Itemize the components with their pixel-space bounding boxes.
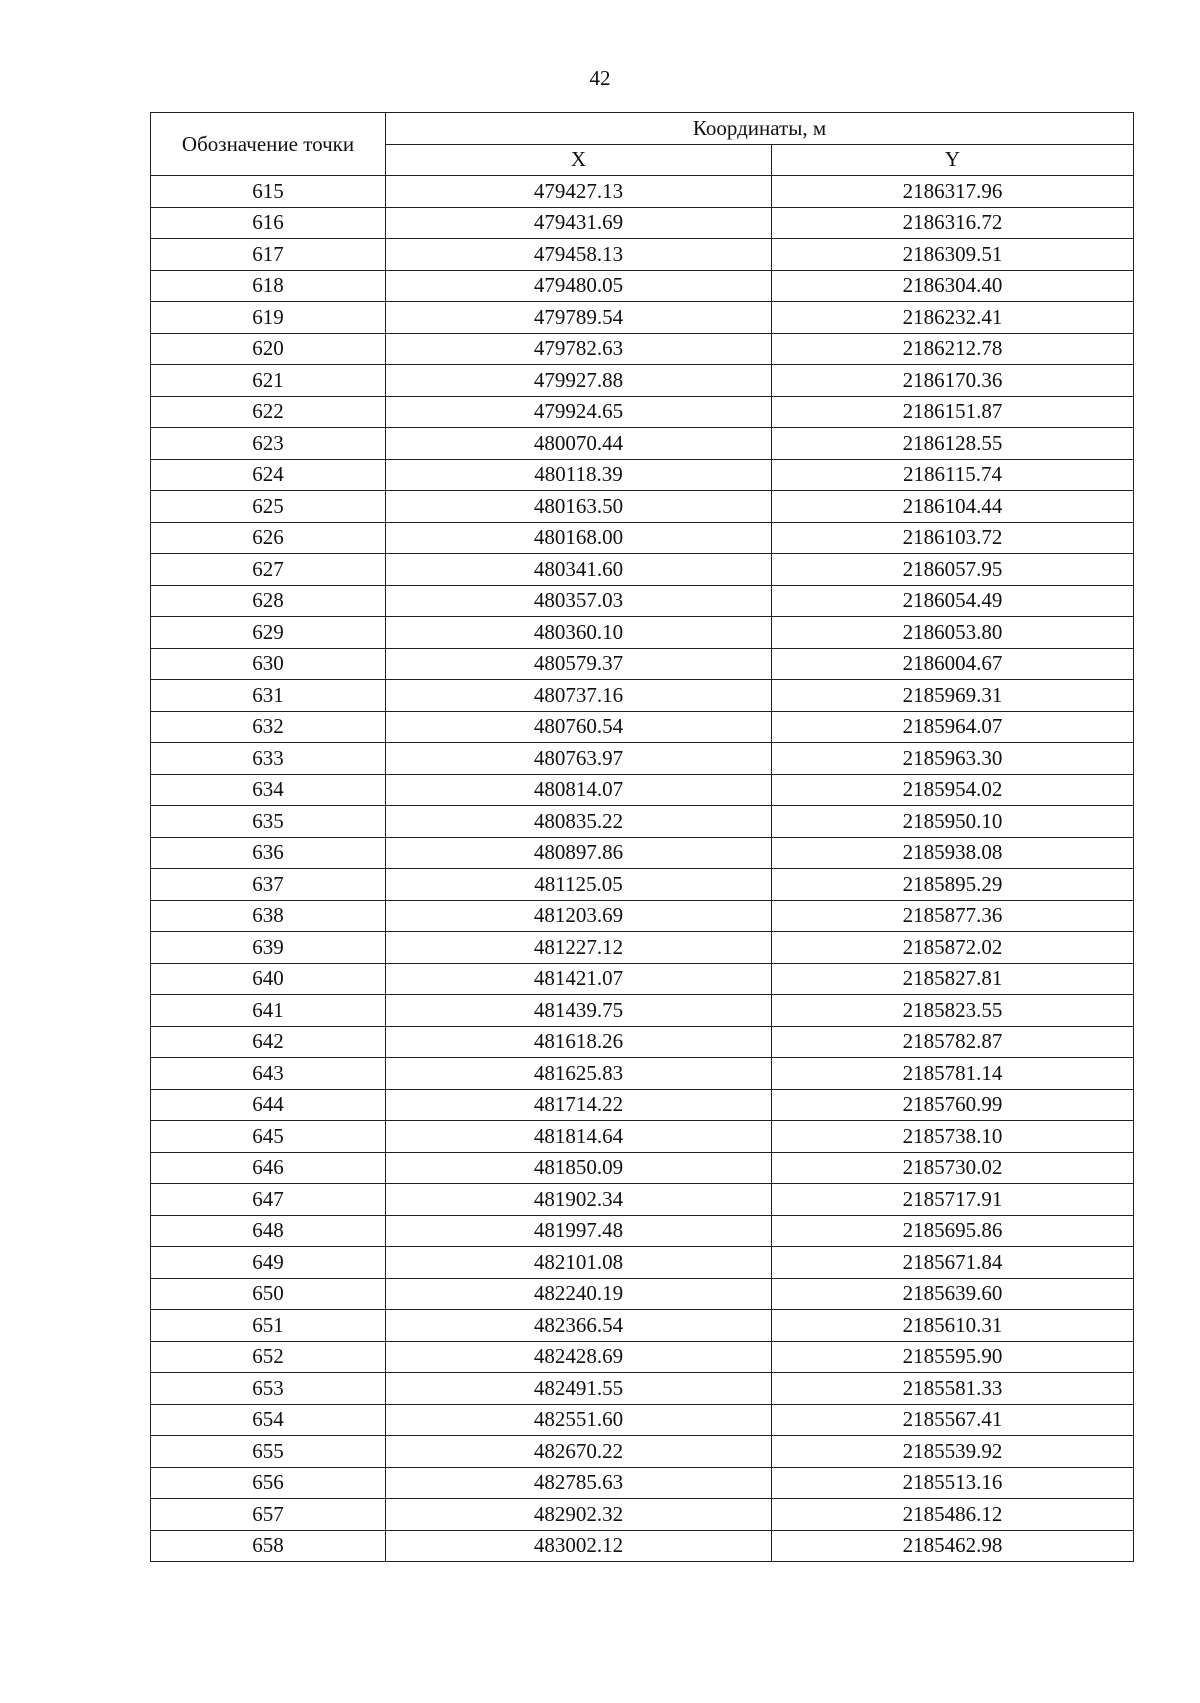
cell-x: 483002.12 <box>386 1530 772 1562</box>
table-row <box>151 585 1134 617</box>
cell-point: 624 <box>151 459 386 491</box>
cell-y: 2185671.84 <box>772 1247 1134 1279</box>
cell-x: 480341.60 <box>386 554 772 586</box>
cell-y: 2185610.31 <box>772 1310 1134 1342</box>
table-row <box>151 302 1134 334</box>
cell-y: 2185581.33 <box>772 1373 1134 1405</box>
coordinates-table <box>150 112 1134 1562</box>
header-y: Y <box>772 144 1134 176</box>
cell-point: 634 <box>151 774 386 806</box>
table-row <box>151 774 1134 806</box>
cell-y: 2186004.67 <box>772 648 1134 680</box>
cell-x: 479427.13 <box>386 176 772 208</box>
cell-y: 2186054.49 <box>772 585 1134 617</box>
cell-point: 648 <box>151 1215 386 1247</box>
cell-y: 2186309.51 <box>772 239 1134 271</box>
cell-y: 2186128.55 <box>772 428 1134 460</box>
cell-y: 2185938.08 <box>772 837 1134 869</box>
cell-y: 2185513.16 <box>772 1467 1134 1499</box>
cell-point: 631 <box>151 680 386 712</box>
table-row <box>151 1436 1134 1468</box>
cell-y: 2186103.72 <box>772 522 1134 554</box>
cell-point: 652 <box>151 1341 386 1373</box>
cell-point: 636 <box>151 837 386 869</box>
cell-y: 2185486.12 <box>772 1499 1134 1531</box>
page-number: 42 <box>589 66 611 90</box>
cell-x: 479480.05 <box>386 270 772 302</box>
table-row <box>151 1404 1134 1436</box>
cell-x: 479458.13 <box>386 239 772 271</box>
cell-x: 479924.65 <box>386 396 772 428</box>
table-row <box>151 1058 1134 1090</box>
cell-x: 481227.12 <box>386 932 772 964</box>
cell-y: 2185969.31 <box>772 680 1134 712</box>
table-row <box>151 176 1134 208</box>
cell-x: 482785.63 <box>386 1467 772 1499</box>
cell-x: 479927.88 <box>386 365 772 397</box>
cell-point: 621 <box>151 365 386 397</box>
cell-x: 481625.83 <box>386 1058 772 1090</box>
cell-x: 482491.55 <box>386 1373 772 1405</box>
table-row <box>151 1467 1134 1499</box>
table-row <box>151 837 1134 869</box>
cell-x: 482428.69 <box>386 1341 772 1373</box>
cell-y: 2185964.07 <box>772 711 1134 743</box>
cell-y: 2185827.81 <box>772 963 1134 995</box>
cell-x: 480897.86 <box>386 837 772 869</box>
cell-point: 639 <box>151 932 386 964</box>
cell-y: 2185639.60 <box>772 1278 1134 1310</box>
table-row <box>151 207 1134 239</box>
table-row <box>151 711 1134 743</box>
cell-y: 2186304.40 <box>772 270 1134 302</box>
cell-x: 481421.07 <box>386 963 772 995</box>
cell-point: 647 <box>151 1184 386 1216</box>
cell-point: 649 <box>151 1247 386 1279</box>
cell-x: 482240.19 <box>386 1278 772 1310</box>
cell-y: 2185950.10 <box>772 806 1134 838</box>
cell-point: 641 <box>151 995 386 1027</box>
cell-point: 619 <box>151 302 386 334</box>
cell-x: 481125.05 <box>386 869 772 901</box>
table-row <box>151 680 1134 712</box>
cell-point: 628 <box>151 585 386 617</box>
cell-y: 2185877.36 <box>772 900 1134 932</box>
cell-x: 482902.32 <box>386 1499 772 1531</box>
cell-x: 479782.63 <box>386 333 772 365</box>
cell-y: 2186104.44 <box>772 491 1134 523</box>
cell-y: 2186317.96 <box>772 176 1134 208</box>
table-row <box>151 1310 1134 1342</box>
table-row <box>151 1121 1134 1153</box>
cell-point: 655 <box>151 1436 386 1468</box>
cell-x: 480763.97 <box>386 743 772 775</box>
table-row <box>151 932 1134 964</box>
table-row <box>151 365 1134 397</box>
cell-y: 2185872.02 <box>772 932 1134 964</box>
table-row <box>151 333 1134 365</box>
cell-point: 630 <box>151 648 386 680</box>
cell-x: 481902.34 <box>386 1184 772 1216</box>
cell-point: 625 <box>151 491 386 523</box>
cell-y: 2185695.86 <box>772 1215 1134 1247</box>
table-row <box>151 1152 1134 1184</box>
cell-x: 480579.37 <box>386 648 772 680</box>
cell-y: 2185823.55 <box>772 995 1134 1027</box>
cell-x: 480360.10 <box>386 617 772 649</box>
cell-y: 2186212.78 <box>772 333 1134 365</box>
cell-point: 646 <box>151 1152 386 1184</box>
table-row <box>151 963 1134 995</box>
table-row <box>151 1026 1134 1058</box>
cell-point: 629 <box>151 617 386 649</box>
cell-x: 481439.75 <box>386 995 772 1027</box>
table-row <box>151 396 1134 428</box>
cell-y: 2186316.72 <box>772 207 1134 239</box>
cell-y: 2185895.29 <box>772 869 1134 901</box>
cell-point: 654 <box>151 1404 386 1436</box>
table-row <box>151 900 1134 932</box>
table-row <box>151 648 1134 680</box>
cell-y: 2185963.30 <box>772 743 1134 775</box>
cell-x: 480070.44 <box>386 428 772 460</box>
cell-y: 2185730.02 <box>772 1152 1134 1184</box>
cell-y: 2185954.02 <box>772 774 1134 806</box>
table-row <box>151 428 1134 460</box>
cell-x: 482670.22 <box>386 1436 772 1468</box>
cell-y: 2186232.41 <box>772 302 1134 334</box>
cell-point: 632 <box>151 711 386 743</box>
cell-point: 638 <box>151 900 386 932</box>
cell-point: 623 <box>151 428 386 460</box>
cell-point: 651 <box>151 1310 386 1342</box>
cell-y: 2185595.90 <box>772 1341 1134 1373</box>
cell-y: 2185781.14 <box>772 1058 1134 1090</box>
cell-y: 2186170.36 <box>772 365 1134 397</box>
cell-x: 479431.69 <box>386 207 772 239</box>
table-row <box>151 806 1134 838</box>
cell-y: 2185567.41 <box>772 1404 1134 1436</box>
cell-x: 481850.09 <box>386 1152 772 1184</box>
cell-x: 480835.22 <box>386 806 772 838</box>
cell-point: 643 <box>151 1058 386 1090</box>
cell-point: 658 <box>151 1530 386 1562</box>
cell-point: 637 <box>151 869 386 901</box>
cell-point: 656 <box>151 1467 386 1499</box>
cell-point: 640 <box>151 963 386 995</box>
table-row <box>151 617 1134 649</box>
table-row <box>151 1184 1134 1216</box>
cell-x: 480760.54 <box>386 711 772 743</box>
table-row <box>151 1215 1134 1247</box>
table-row <box>151 1278 1134 1310</box>
cell-y: 2186057.95 <box>772 554 1134 586</box>
table-row <box>151 1341 1134 1373</box>
cell-x: 480357.03 <box>386 585 772 617</box>
table-body <box>151 176 1134 1562</box>
cell-x: 481814.64 <box>386 1121 772 1153</box>
cell-x: 480118.39 <box>386 459 772 491</box>
cell-y: 2186151.87 <box>772 396 1134 428</box>
table-row <box>151 995 1134 1027</box>
table-row <box>151 869 1134 901</box>
header-x: X <box>386 144 772 176</box>
cell-y: 2185782.87 <box>772 1026 1134 1058</box>
cell-point: 642 <box>151 1026 386 1058</box>
table-row <box>151 459 1134 491</box>
table-header <box>151 113 1134 176</box>
cell-point: 616 <box>151 207 386 239</box>
cell-y: 2185539.92 <box>772 1436 1134 1468</box>
cell-point: 618 <box>151 270 386 302</box>
table-row <box>151 1499 1134 1531</box>
table-row <box>151 743 1134 775</box>
table-row <box>151 522 1134 554</box>
cell-y: 2185717.91 <box>772 1184 1134 1216</box>
cell-y: 2186115.74 <box>772 459 1134 491</box>
cell-point: 650 <box>151 1278 386 1310</box>
table-row <box>151 270 1134 302</box>
cell-point: 633 <box>151 743 386 775</box>
cell-point: 635 <box>151 806 386 838</box>
cell-x: 480814.07 <box>386 774 772 806</box>
header-point-designation: Обозначение точки <box>151 113 386 176</box>
cell-x: 481203.69 <box>386 900 772 932</box>
cell-point: 615 <box>151 176 386 208</box>
table-row <box>151 1089 1134 1121</box>
table-row <box>151 1247 1134 1279</box>
table-row <box>151 1373 1134 1405</box>
cell-point: 653 <box>151 1373 386 1405</box>
table-row <box>151 491 1134 523</box>
cell-x: 480163.50 <box>386 491 772 523</box>
cell-point: 617 <box>151 239 386 271</box>
cell-point: 627 <box>151 554 386 586</box>
cell-y: 2185760.99 <box>772 1089 1134 1121</box>
cell-x: 481997.48 <box>386 1215 772 1247</box>
cell-point: 620 <box>151 333 386 365</box>
cell-y: 2186053.80 <box>772 617 1134 649</box>
cell-point: 622 <box>151 396 386 428</box>
cell-y: 2185462.98 <box>772 1530 1134 1562</box>
cell-point: 657 <box>151 1499 386 1531</box>
cell-point: 644 <box>151 1089 386 1121</box>
cell-x: 479789.54 <box>386 302 772 334</box>
cell-point: 645 <box>151 1121 386 1153</box>
header-coordinates: Координаты, м <box>386 113 1134 145</box>
table-row <box>151 239 1134 271</box>
cell-x: 482366.54 <box>386 1310 772 1342</box>
cell-x: 482101.08 <box>386 1247 772 1279</box>
cell-x: 480737.16 <box>386 680 772 712</box>
cell-x: 481714.22 <box>386 1089 772 1121</box>
cell-y: 2185738.10 <box>772 1121 1134 1153</box>
table-row <box>151 1530 1134 1562</box>
cell-x: 481618.26 <box>386 1026 772 1058</box>
cell-point: 626 <box>151 522 386 554</box>
cell-x: 480168.00 <box>386 522 772 554</box>
table-row <box>151 554 1134 586</box>
cell-x: 482551.60 <box>386 1404 772 1436</box>
